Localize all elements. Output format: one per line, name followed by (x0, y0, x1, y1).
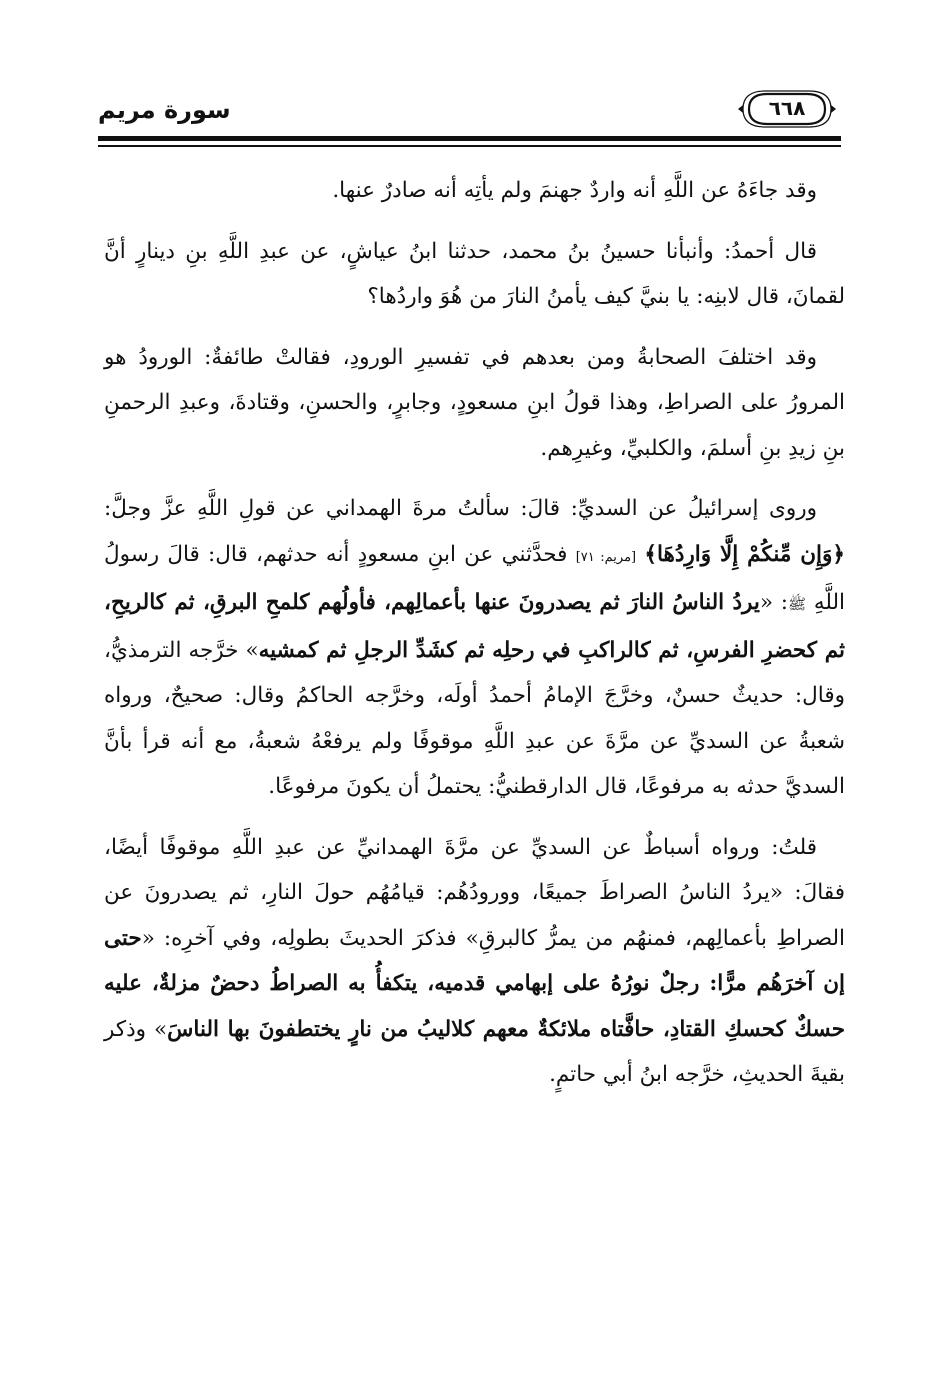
page-number: ٦٦٨ (768, 96, 806, 120)
hadith-text-2: حتى إن آخرَهُم مرًّا: رجلٌ نورُهُ على إبهامي قدميه، يتكفأُ به الصراطُ دحضٌ مزلةٌ، عليه حسكٌ كحسكِ القتادِ، حافَّتاه ملائكةٌ معهم كلاليبُ من نارٍ يختطفونَ بها الناسَ (104, 925, 846, 1042)
salla-honorific: ﷺ (788, 595, 807, 613)
paragraph-4-part2: فحدَّثني عن ابنِ مسعودٍ أنه حدثهم، قال: قالَ رسولُ اللَّهِ (104, 541, 845, 615)
paragraph-5-part1: قلتُ: ورواه أسباطٌ عن السديِّ عن مرَّةَ الهمدانيِّ عن عبدِ اللَّهِ موقوفًا أيضًا، فقالَ: «يردُ الناسُ الصراطَ جميعًا، وورودُهُم: قيامُهُم حولَ النارِ، ثم يصدرونَ عن الصراطِ بأعمالِهم، فمنهُم من يمرُّ كالبرقِ» فذكرَ الحديثَ بطولِه، وفي آخرِه: « (104, 834, 845, 951)
quran-verse: ﴿وَإِن مِّنكُمْ إِلَّا وَارِدُهَا﴾ (644, 541, 845, 567)
paragraph-4-part1: وروى إسرائيلُ عن السديِّ: قالَ: سألتُ مرةَ الهمداني عن قولِ اللَّهِ عزَّ وجلَّ: (104, 496, 817, 521)
paragraph-1-text: وقد جاءَهُ عن اللَّهِ أنه واردٌ جهنمَ ولم يأتِه أنه صادرٌ عنها. (332, 178, 817, 203)
paragraph-1 (104, 168, 845, 214)
verse-reference: [مريم: ٧١] (575, 549, 637, 565)
surah-title: سورة مريم (98, 96, 231, 124)
paragraph-3-text: وقد اختلفَ الصحابةُ ومن بعدهم في تفسيرِ الورودِ، فقالتْ طائفةٌ: الورودُ هو المرورُ على الصراطِ، وهذا قولُ ابنِ مسعودٍ، وجابرٍ، والحسنِ، وقتادةَ، وعبدِ الرحمنِ بنِ زيدِ بنِ أسلمَ، والكلبيِّ، وغيرِهم. (104, 344, 845, 461)
header-rule-thin (98, 145, 841, 147)
main-text (104, 168, 845, 1113)
paragraph-2 (104, 229, 845, 320)
hadith-text-1: يردُ الناسُ النارَ ثم يصدرونَ عنها بأعمالِهم، فأولُهم كلمحِ البرقِ، ثم كالريحِ، ثم كحضرِ الفرسِ، ثم كالراكبِ في رحلِه ثم كشَدِّ الرجلِ ثم كمشيه (104, 590, 845, 663)
paragraph-4-part3: : « (759, 590, 789, 615)
page-number-frame (737, 90, 837, 128)
paragraph-5-part2: » وذكر بقيةَ الحديثِ، خرَّجه ابنُ أبي حاتمٍ. (104, 1016, 845, 1087)
paragraph-4-part4: » خرَّجه الترمذيُّ، وقال: حديثٌ حسنٌ، وخرَّجَ الإمامُ أحمدُ أولَه، وخرَّجه الحاكمُ وقال: صحيحٌ، ورواه شعبةُ عن السديِّ عن مرَّةَ عن عبدِ اللَّهِ موقوفًا ولم يرفعْهُ شعبةُ، مع أنه قرأ بأنَّ السديَّ حدثه به مرفوعًا، قال الدارقطنيُّ: يحتملُ أن يكونَ مرفوعًا. (104, 637, 845, 799)
page-header (98, 86, 837, 140)
paragraph-2-text: قال أحمدُ: وأنبأنا حسينُ بنُ محمد، حدثنا ابنُ عياشٍ، عن عبدِ اللَّهِ بنِ دينارٍ أنَّ لقمانَ، قال لابنِه: يا بنيَّ كيف يأمنُ النارَ من هُوَ واردُها؟ (104, 238, 845, 309)
paragraph-4 (104, 486, 845, 810)
paragraph-5 (104, 825, 845, 1098)
paragraph-3 (104, 335, 845, 472)
header-rule-thick (98, 136, 841, 141)
